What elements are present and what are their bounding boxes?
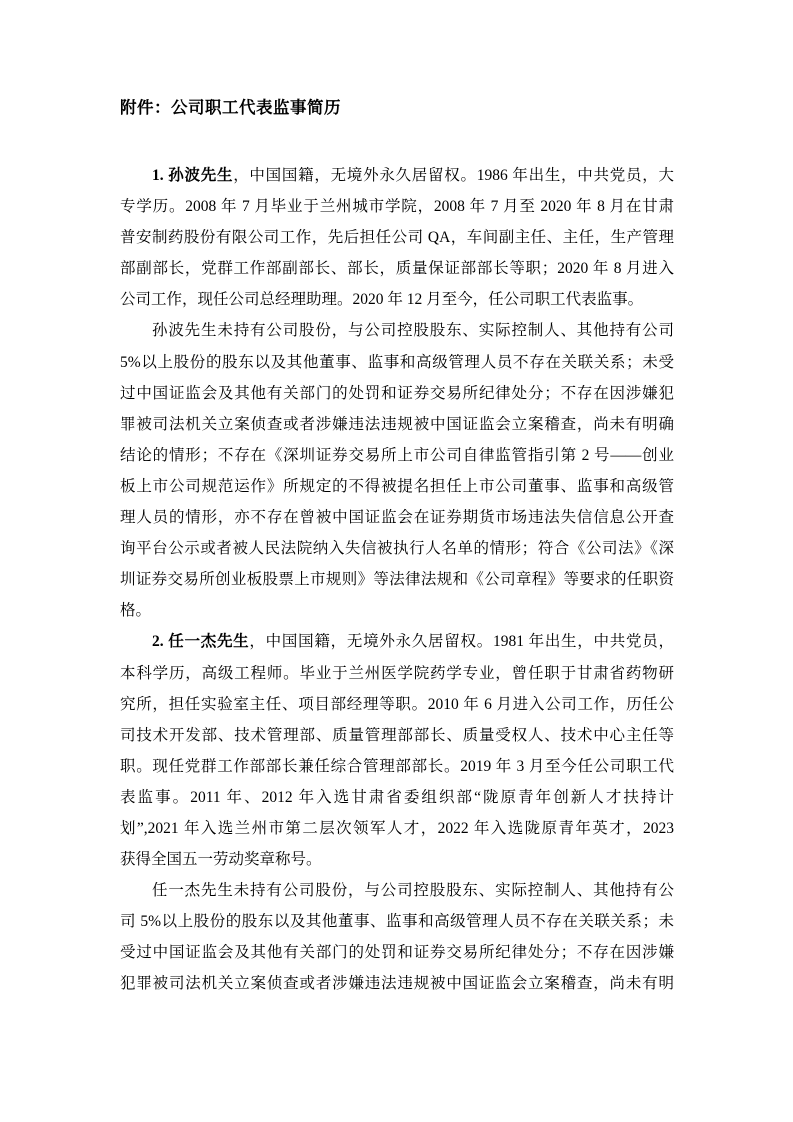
text-line: 5%以上股份的股东以及其他董事、监事和高级管理人员不存在关联关系；未受	[120, 353, 674, 371]
text-line: 询平台公示或者被人民法院纳入失信被执行人名单的情形；符合《公司法》《深	[120, 540, 674, 558]
text-line: 犯罪被司法机关立案侦查或者涉嫌违法违规被中国证监会立案稽查，尚未有明	[120, 975, 674, 993]
text-line: 理人员的情形，亦不存在曾被中国证监会在证券期货市场违法失信信息公开查	[120, 509, 674, 527]
text-line: 专学历。2008 年 7 月毕业于兰州城市学院，2008 年 7 月至 2020 年 8 月在甘肃	[120, 198, 674, 216]
document-body	[120, 160, 674, 1000]
text-line: 公司工作，现任公司总经理助理。2020 年 12 月至今，任公司职工代表监事。	[120, 291, 644, 309]
text-line: 本科学历，高级工程师。毕业于兰州医学院药学专业，曾任职于甘肃省药物研	[120, 664, 674, 682]
text-line: 孙波先生未持有公司股份，与公司控股股东、实际控制人、其他持有公司	[152, 322, 674, 340]
text-line: 受过中国证监会及其他有关部门的处罚和证券交易所纪律处分；不存在因涉嫌	[120, 944, 674, 962]
paragraph-sun-bo-compliance	[120, 315, 674, 626]
text-line: 2. 任一杰先生，中国国籍，无境外永久居留权。1981 年出生，中共党员，	[152, 633, 674, 651]
text-line: 部副部长，党群工作部副部长、部长，质量保证部部长等职；2020 年 8 月进入	[120, 260, 674, 278]
text-line: 圳证券交易所创业板股票上市规则》等法律法规和《公司章程》等要求的任职资	[120, 571, 674, 589]
paragraph-sun-bo-bio	[120, 160, 674, 315]
paragraph-ren-yijie-compliance	[120, 875, 674, 999]
text-line: 任一杰先生未持有公司股份，与公司控股股东、实际控制人、其他持有公	[152, 882, 674, 900]
paragraph-ren-yijie-bio	[120, 626, 674, 875]
text-line: 板上市公司规范运作》所规定的不得被提名担任上市公司董事、监事和高级管	[120, 477, 674, 495]
text-line: 司 5%以上股份的股东以及其他董事、监事和高级管理人员不存在关联关系；未	[120, 913, 674, 931]
text-line: 结论的情形；不存在《深圳证券交易所上市公司自律监管指引第 2 号——创业	[120, 446, 674, 464]
text-line: 1. 孙波先生，中国国籍，无境外永久居留权。1986 年出生，中共党员，大	[152, 167, 674, 184]
text-line: 过中国证监会及其他有关部门的处罚和证券交易所纪律处分；不存在因涉嫌犯	[120, 384, 674, 402]
text-line: 获得全国五一劳动奖章称号。	[120, 851, 322, 869]
text-line: 表监事。2011 年、2012 年入选甘肃省委组织部“陇原青年创新人才扶持计	[120, 788, 674, 806]
text-line: 罪被司法机关立案侦查或者涉嫌违法违规被中国证监会立案稽查，尚未有明确	[120, 415, 674, 433]
text-line: 普安制药股份有限公司工作，先后担任公司 QA，车间副主任、主任，生产管理	[120, 229, 674, 247]
person-name-bold: 2. 任一杰先生	[152, 633, 250, 651]
text-line: 格。	[120, 602, 152, 620]
text-line: 司技术开发部、技术管理部、质量管理部部长、质量受权人、技术中心主任等	[120, 726, 674, 744]
text-line: 究所，担任实验室主任、项目部经理等职。2010 年 6 月进入公司工作，历任公	[120, 695, 674, 713]
text-line: 职。现任党群工作部部长兼任综合管理部部长。2019 年 3 月至今任公司职工代	[120, 757, 674, 775]
page-title: 附件：公司职工代表监事简历	[120, 98, 341, 117]
person-name-bold: 1. 孙波先生	[152, 167, 234, 184]
text-line: 划”,2021 年入选兰州市第二层次领军人才，2022 年入选陇原青年英才，2023	[120, 819, 674, 837]
